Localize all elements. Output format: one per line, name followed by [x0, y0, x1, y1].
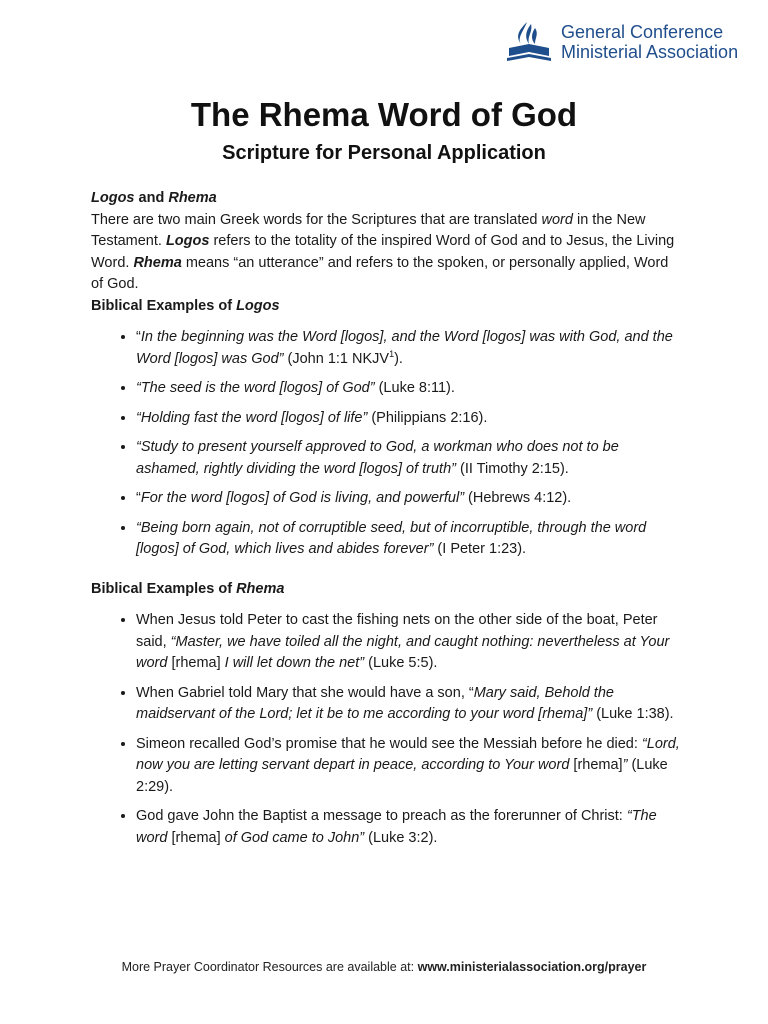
page-title: The Rhema Word of God — [190, 96, 578, 133]
list-item: • Simeon recalled God’s promise that he would see the Messiah before he died: “Lord, now you are letting servant depart in peace, according to Your word [rhema]” (Luke 2:29). — [136, 734, 681, 799]
rhema-list — [91, 610, 681, 849]
page-footer: More Prayer Coordinator Resources are available at: www.ministerialassociation.org/prayer — [121, 960, 647, 974]
intro-paragraph: There are two main Greek words for the Scriptures that are translated word in the New Testament. Logos refers to the totality of the inspired Word of God and to Jesus, the Living Word. Rhema means “an utterance” and refers to the spoken, or personally applied, Word of God. — [91, 211, 675, 292]
list-item: • God gave John the Baptist a message to preach as the forerunner of Christ: “The word [rhema] of God came to John” (Luke 3:2). — [136, 806, 681, 849]
list-item: • “Study to present yourself approved to God, a workman who does not to be ashamed, rightly dividing the word [logos] of truth” (II Timothy 2:15). — [136, 437, 681, 480]
page-subtitle: Scripture for Personal Application — [222, 142, 546, 164]
logo-line-1: General Conference — [561, 22, 724, 42]
rhema-heading: Biblical Examples of Rhema — [91, 580, 285, 597]
list-item: • “The seed is the word [logos] of God” (Luke 8:11). — [136, 378, 681, 400]
list-item: • When Gabriel told Mary that she would have a son, “Mary said, Behold the maidservant of the Lord; let it be to me according to your word [rhema]” (Luke 1:38). — [136, 683, 681, 726]
list-item: • “For the word [logos] of God is living, and powerful” (Hebrews 4:12). — [136, 488, 681, 510]
document-body — [91, 188, 681, 867]
list-item: • “Being born again, not of corruptible seed, but of incorruptible, through the word [logos] of God, which lives and abides forever” (I Peter 1:23). — [136, 518, 681, 561]
flame-bible-icon — [505, 20, 553, 64]
logos-list — [91, 327, 681, 561]
logos-heading: Biblical Examples of Logos — [91, 297, 280, 314]
organization-logo — [505, 20, 738, 64]
intro-heading: Logos and Rhema — [91, 190, 217, 206]
list-item: • When Jesus told Peter to cast the fishing nets on the other side of the boat, Peter said, “Master, we have toiled all the night, and caught nothing: nevertheless at Your word [rhema] I will let down the net” (Luke 5:5). — [136, 610, 681, 675]
list-item: • “In the beginning was the Word [logos], and the Word [logos] was with God, and the Word [logos] was God” (John 1:1 NKJV$^1$). — [136, 327, 681, 370]
footer-link[interactable]: www.ministerialassociation.org/prayer — [417, 960, 647, 974]
logo-line-2: Ministerial Association — [561, 42, 739, 62]
list-item: • “Holding fast the word [logos] of life” (Philippians 2:16). — [136, 408, 681, 430]
